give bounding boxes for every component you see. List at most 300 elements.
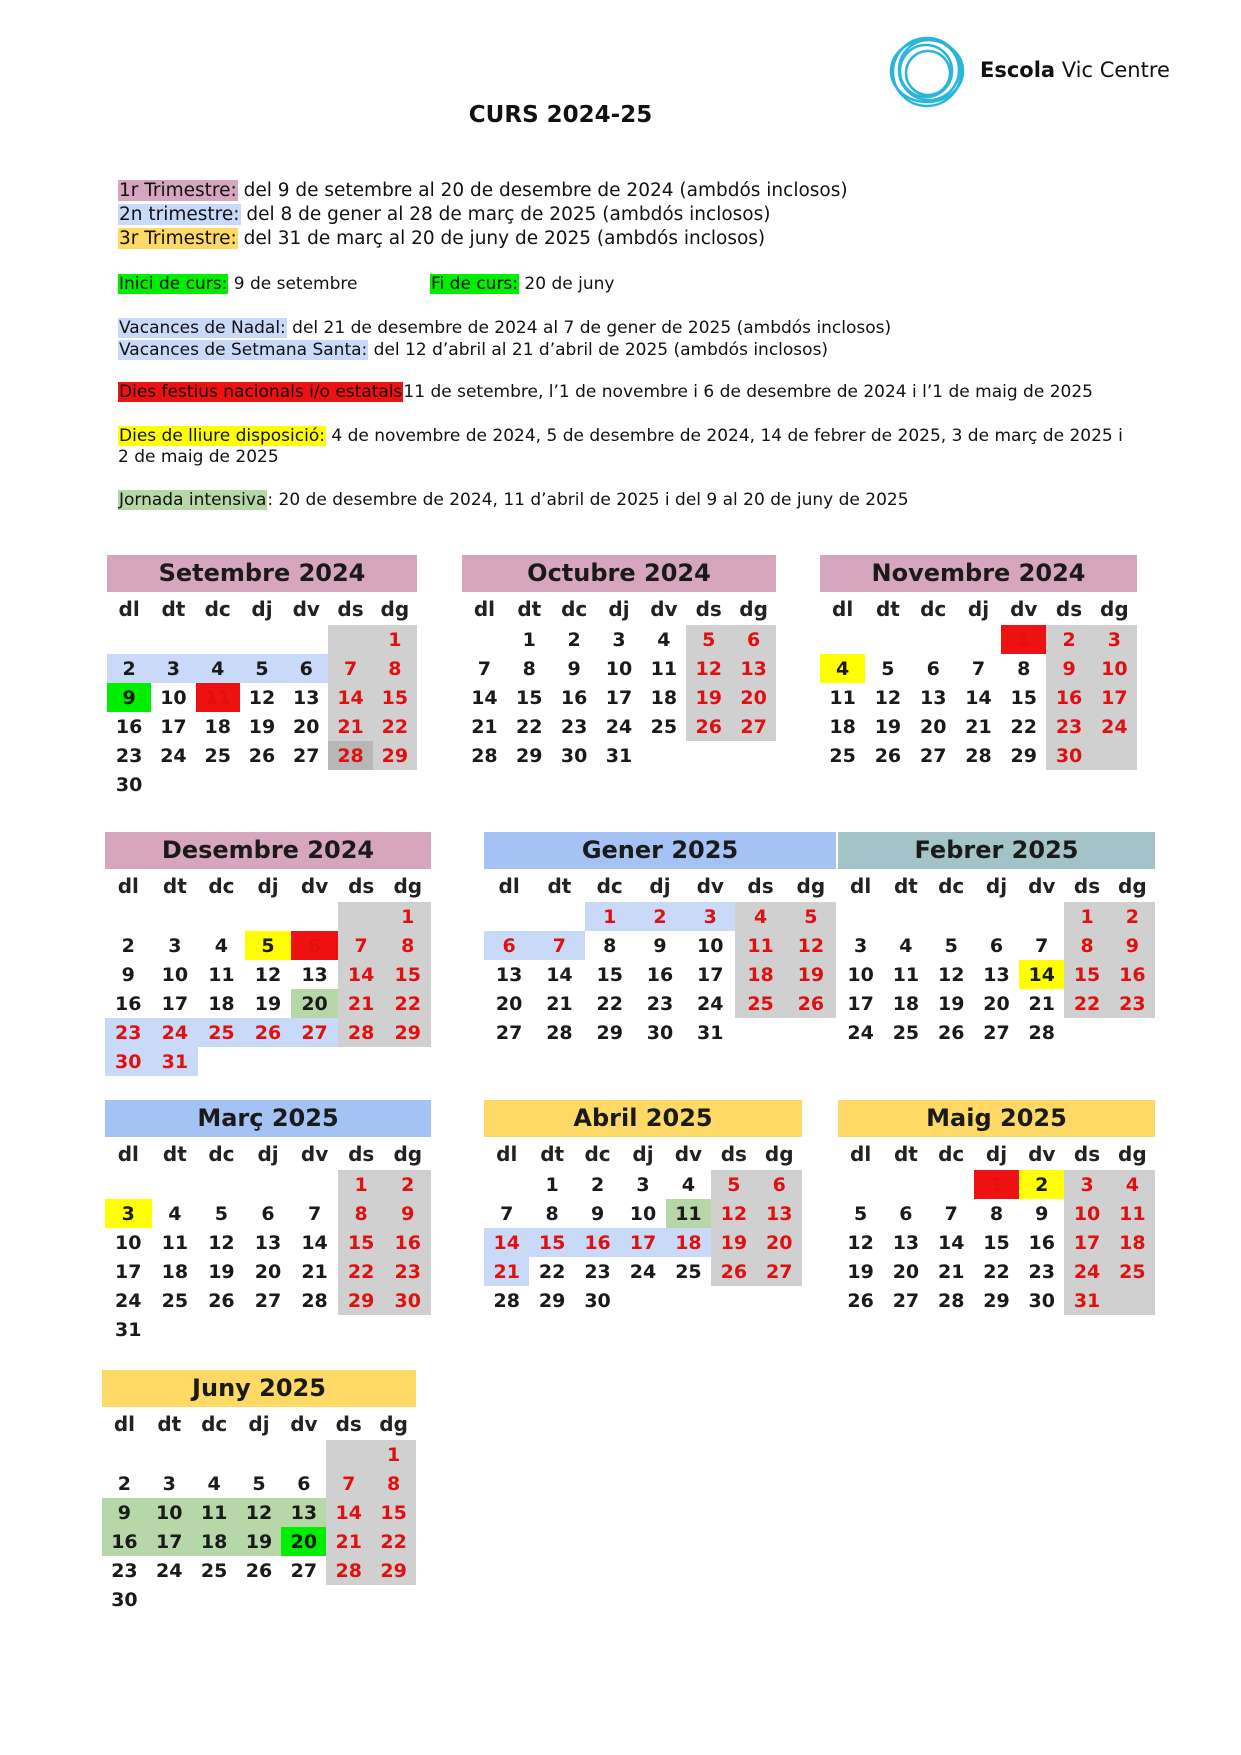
calendar-day: 14 xyxy=(484,1228,529,1257)
calendar-day: 14 xyxy=(965,686,992,709)
calendar-day: 15 xyxy=(1010,686,1037,709)
calendar-empty-cell xyxy=(281,1585,326,1614)
calendar-day: 24 xyxy=(697,992,724,1015)
weekday-label: dg xyxy=(393,873,423,898)
calendar-day: 5 xyxy=(944,934,958,957)
calendar-day: 5 xyxy=(686,625,731,654)
weekday-label: ds xyxy=(1073,873,1101,898)
calendar-grid xyxy=(484,902,836,1047)
weekday-header xyxy=(105,1137,431,1170)
calendar-empty-cell xyxy=(245,1315,292,1344)
calendar-day: 30 xyxy=(111,1588,138,1611)
calendar-day: 28 xyxy=(546,1021,573,1044)
calendar-day: 25 xyxy=(892,1021,920,1044)
calendar-day: 20 xyxy=(757,1228,802,1257)
calendar-day: 1 xyxy=(1001,625,1046,654)
weekday-header xyxy=(820,592,1137,625)
calendar-day: 10 xyxy=(697,934,724,957)
calendar-empty-cell xyxy=(686,741,731,770)
calendar-day: 8 xyxy=(373,654,417,683)
calendar-empty-cell xyxy=(192,1585,237,1614)
calendar-day: 22 xyxy=(538,1260,566,1283)
calendar-day: 2 xyxy=(1110,902,1155,931)
weekday-label: dv xyxy=(292,596,320,621)
calendar-day: 26 xyxy=(937,1021,965,1044)
calendar-day: 8 xyxy=(603,934,617,957)
calendar-day: 24 xyxy=(629,1260,657,1283)
calendar-empty-cell xyxy=(291,902,338,931)
calendar-day: 20 xyxy=(293,715,320,738)
weekday-label: dt xyxy=(517,596,542,621)
calendar-day: 3 xyxy=(612,628,626,651)
weekday-label: dt xyxy=(540,1141,565,1166)
inici-curs: Inici de curs: 9 de setembre xyxy=(119,274,358,294)
weekday-label: dv xyxy=(650,596,678,621)
calendar-empty-cell xyxy=(152,1170,199,1199)
calendar-day: 27 xyxy=(495,1021,523,1044)
dies-lliure-disposicio: Dies de lliure disposició: 4 de novembre de 2024, 5 de desembre de 2024, 14 de febrer de 2025, 3 de març de 2025 i xyxy=(119,426,1123,446)
weekday-label: dj xyxy=(632,1141,654,1166)
calendar-day: 18 xyxy=(192,1527,237,1556)
calendar-day: 19 xyxy=(248,715,276,738)
calendar-day: 8 xyxy=(545,1202,559,1225)
weekday-label: dv xyxy=(1028,873,1056,898)
calendar-day: 18 xyxy=(204,715,231,738)
calendar-grid xyxy=(484,1170,802,1315)
calendar-day: 22 xyxy=(596,992,623,1015)
weekday-label: dv xyxy=(1028,1141,1056,1166)
weekday-label: dt xyxy=(161,596,186,621)
calendar-day: 4 xyxy=(735,902,785,931)
calendar-empty-cell xyxy=(956,625,1001,654)
calendar-day: 24 xyxy=(152,1018,199,1047)
calendar-day: 10 xyxy=(629,1202,657,1225)
calendar-day: 30 xyxy=(560,744,588,767)
calendar-day: 6 xyxy=(926,657,940,680)
calendar-day: 13 xyxy=(254,1231,282,1254)
calendar-day: 30 xyxy=(646,1021,674,1044)
calendar-day: 3 xyxy=(1064,1170,1109,1199)
calendar-day: 8 xyxy=(371,1469,416,1498)
calendar-day: 22 xyxy=(384,989,431,1018)
weekday-label: dg xyxy=(1118,1141,1147,1166)
calendar-empty-cell xyxy=(641,741,686,770)
weekday-label: dj xyxy=(649,873,671,898)
calendar-day: 4 xyxy=(681,1173,696,1196)
calendar-day: 5 xyxy=(881,657,895,680)
calendar-grid xyxy=(820,625,1137,770)
calendar-grid xyxy=(838,902,1155,1047)
weekday-label: dc xyxy=(596,873,623,898)
calendar-day: 15 xyxy=(384,960,431,989)
calendar-day: 18 xyxy=(650,686,678,709)
calendar-empty-cell xyxy=(326,1585,371,1614)
calendar-day: 8 xyxy=(1017,657,1031,680)
calendar-day: 20 xyxy=(254,1260,282,1283)
calendar-empty-cell xyxy=(237,1440,282,1469)
calendar-day: 7 xyxy=(971,657,986,680)
weekday-label: dv xyxy=(696,873,724,898)
calendar-day: 18 xyxy=(208,992,235,1015)
calendar-day: 20 xyxy=(281,1527,326,1556)
calendar-day: 7 xyxy=(944,1202,958,1225)
calendar-day: 4 xyxy=(820,654,865,683)
calendar-month xyxy=(102,1370,416,1614)
calendar-day: 28 xyxy=(328,741,372,770)
calendar-day: 3 xyxy=(685,902,735,931)
calendar-day: 2 xyxy=(635,902,685,931)
calendar-day: 22 xyxy=(371,1527,416,1556)
calendar-day: 4 xyxy=(168,1202,182,1225)
calendar-day: 4 xyxy=(207,1472,221,1495)
calendar-day: 2 xyxy=(1046,625,1091,654)
calendar-empty-cell xyxy=(284,625,328,654)
calendar-day: 12 xyxy=(248,686,276,709)
calendar-empty-cell xyxy=(484,902,534,931)
weekday-label: ds xyxy=(335,1411,362,1436)
calendar-day: 5 xyxy=(240,654,284,683)
calendar-empty-cell xyxy=(338,902,385,931)
calendar-day: 2 xyxy=(590,1173,605,1196)
calendar-day: 24 xyxy=(115,1289,142,1312)
calendar-day: 16 xyxy=(102,1527,147,1556)
calendar-day: 12 xyxy=(786,931,836,960)
calendar-day: 23 xyxy=(1028,1260,1055,1283)
weekday-label: dg xyxy=(796,873,826,898)
calendar-day: 8 xyxy=(338,1199,385,1228)
term-1: 1r Trimestre: del 9 de setembre al 20 de desembre de 2024 (ambdós inclosos) xyxy=(119,180,848,201)
calendar-empty-cell xyxy=(240,625,284,654)
calendar-empty-cell xyxy=(371,1585,416,1614)
calendar-month-title: Novembre 2024 xyxy=(820,555,1137,592)
calendar-day: 29 xyxy=(596,1021,623,1044)
calendar-day: 13 xyxy=(731,654,776,683)
weekday-label: dl xyxy=(498,873,520,898)
calendar-empty-cell xyxy=(105,1170,152,1199)
calendar-day: 15 xyxy=(373,683,417,712)
calendar-day: 26 xyxy=(711,1257,756,1286)
calendar-day: 10 xyxy=(160,686,187,709)
calendar-month-title: Maig 2025 xyxy=(838,1100,1155,1137)
calendar-day: 11 xyxy=(208,963,235,986)
calendar-day: 29 xyxy=(371,1556,416,1585)
calendar-empty-cell xyxy=(1019,902,1064,931)
calendar-day: 21 xyxy=(338,989,385,1018)
calendar-month-title: Abril 2025 xyxy=(484,1100,802,1137)
calendar-day: 17 xyxy=(147,1527,192,1556)
calendar-grid xyxy=(105,1170,431,1344)
calendar-day: 31 xyxy=(115,1318,142,1341)
calendar-day: 27 xyxy=(757,1257,802,1286)
calendar-day: 10 xyxy=(1064,1199,1109,1228)
calendar-day: 27 xyxy=(892,1289,920,1312)
calendar-day: 18 xyxy=(1110,1228,1155,1257)
weekday-label: dj xyxy=(257,1141,279,1166)
calendar-day: 15 xyxy=(529,1228,574,1257)
calendar-day: 12 xyxy=(874,686,902,709)
calendar-day: 2 xyxy=(121,934,135,957)
calendar-day: 22 xyxy=(983,1260,1010,1283)
calendar-day: 25 xyxy=(675,1260,702,1283)
vacances-nadal: Vacances de Nadal: del 21 de desembre de 2024 al 7 de gener de 2025 (ambdós inclosos) xyxy=(119,318,892,338)
calendar-day: 9 xyxy=(1035,1202,1049,1225)
weekday-label: dg xyxy=(379,1411,408,1436)
calendar-day: 14 xyxy=(546,963,573,986)
calendar-day: 11 xyxy=(666,1199,711,1228)
calendar-empty-cell xyxy=(151,625,195,654)
calendar-day: 30 xyxy=(1046,741,1091,770)
calendar-day: 8 xyxy=(989,1202,1004,1225)
calendar-day: 13 xyxy=(301,963,328,986)
calendar-day: 19 xyxy=(711,1228,756,1257)
calendar-empty-cell xyxy=(1092,741,1137,770)
calendar-day: 16 xyxy=(1046,683,1091,712)
calendar-empty-cell xyxy=(147,1585,192,1614)
calendar-day: 7 xyxy=(477,657,492,680)
calendar-empty-cell xyxy=(245,1047,292,1076)
page-title: CURS 2024-25 xyxy=(468,102,653,128)
calendar-day: 7 xyxy=(500,1202,514,1225)
weekday-label: dj xyxy=(251,596,273,621)
calendar-day: 17 xyxy=(1064,1228,1109,1257)
calendar-day: 20 xyxy=(919,715,947,738)
weekday-label: ds xyxy=(747,873,774,898)
calendar-day: 14 xyxy=(338,960,385,989)
calendar-empty-cell xyxy=(152,902,199,931)
calendar-day: 18 xyxy=(161,1260,189,1283)
weekday-label: dj xyxy=(967,596,990,621)
calendar-day: 28 xyxy=(338,1018,385,1047)
calendar-day: 26 xyxy=(847,1289,874,1312)
calendar-day: 10 xyxy=(605,657,633,680)
weekday-label: ds xyxy=(1055,596,1083,621)
calendar-day: 31 xyxy=(1064,1286,1109,1315)
calendar-empty-cell xyxy=(1110,1018,1155,1047)
calendar-empty-cell xyxy=(786,1018,836,1047)
calendar-empty-cell xyxy=(820,625,865,654)
weekday-label: dg xyxy=(764,1141,794,1166)
weekday-label: dg xyxy=(380,596,410,621)
calendar-day: 14 xyxy=(301,1231,328,1254)
weekday-header xyxy=(484,1137,802,1170)
calendar-day: 7 xyxy=(328,654,372,683)
calendar-day: 1 xyxy=(384,902,431,931)
calendar-day: 11 xyxy=(650,657,678,680)
calendar-empty-cell xyxy=(245,902,292,931)
weekday-label: dc xyxy=(201,1411,228,1436)
calendar-day: 14 xyxy=(1019,960,1064,989)
calendar-empty-cell xyxy=(196,770,240,799)
weekday-label: dt xyxy=(893,1141,918,1166)
calendar-day: 21 xyxy=(937,1260,965,1283)
calendar-day: 7 xyxy=(307,1202,322,1225)
calendar-day: 6 xyxy=(989,934,1004,957)
calendar-day: 29 xyxy=(373,741,417,770)
calendar-empty-cell xyxy=(620,1286,665,1315)
weekday-label: dl xyxy=(473,596,496,621)
calendar-day: 15 xyxy=(983,1231,1010,1254)
calendar-day: 17 xyxy=(620,1228,665,1257)
calendar-day: 24 xyxy=(847,1021,874,1044)
calendar-day: 12 xyxy=(711,1199,756,1228)
calendar-day: 23 xyxy=(1110,989,1155,1018)
calendar-day: 6 xyxy=(261,1202,275,1225)
calendar-day: 28 xyxy=(965,744,992,767)
calendar-day: 27 xyxy=(254,1289,282,1312)
calendar-day: 10 xyxy=(1092,654,1137,683)
calendar-day: 27 xyxy=(731,712,776,741)
calendar-empty-cell xyxy=(338,1047,385,1076)
calendar-grid xyxy=(102,1440,416,1614)
weekday-label: dj xyxy=(985,873,1008,898)
calendar-day: 1 xyxy=(371,1440,416,1469)
weekday-label: dg xyxy=(393,1141,423,1166)
weekday-label: dc xyxy=(920,596,947,621)
calendar-day: 25 xyxy=(650,715,678,738)
calendar-month-title: Gener 2025 xyxy=(484,832,836,869)
calendar-empty-cell xyxy=(105,902,152,931)
calendar-day: 13 xyxy=(293,686,320,709)
calendar-day: 5 xyxy=(854,1202,868,1225)
calendar-day: 18 xyxy=(829,715,856,738)
calendar-day: 21 xyxy=(1028,992,1055,1015)
calendar-day: 4 xyxy=(214,934,229,957)
calendar-day: 8 xyxy=(522,657,536,680)
calendar-day: 18 xyxy=(735,960,785,989)
calendar-empty-cell xyxy=(198,1047,245,1076)
calendar-day: 13 xyxy=(919,686,947,709)
calendar-day: 26 xyxy=(786,989,836,1018)
calendar-day: 6 xyxy=(757,1170,802,1199)
calendar-month xyxy=(105,1100,431,1344)
calendar-day: 21 xyxy=(328,712,372,741)
calendar-day: 7 xyxy=(326,1469,371,1498)
calendar-day: 2 xyxy=(107,654,151,683)
weekday-label: dg xyxy=(1118,873,1147,898)
calendar-day: 5 xyxy=(711,1170,756,1199)
calendar-day: 3 xyxy=(105,1199,152,1228)
weekday-label: dt xyxy=(162,873,187,898)
calendar-empty-cell xyxy=(838,902,883,931)
calendar-empty-cell xyxy=(373,770,417,799)
weekday-label: dl xyxy=(496,1141,518,1166)
weekday-label: dj xyxy=(985,1141,1008,1166)
calendar-day: 26 xyxy=(245,1018,292,1047)
calendar-day: 11 xyxy=(735,931,785,960)
weekday-label: dc xyxy=(938,873,965,898)
calendar-day: 19 xyxy=(874,715,902,738)
calendar-day: 19 xyxy=(686,683,731,712)
calendar-day: 13 xyxy=(495,963,523,986)
calendar-day: 2 xyxy=(117,1472,132,1495)
weekday-label: ds xyxy=(348,873,375,898)
calendar-empty-cell xyxy=(929,902,974,931)
calendar-month-title: Juny 2025 xyxy=(102,1370,416,1407)
calendar-empty-cell xyxy=(534,902,584,931)
calendar-empty-cell xyxy=(1064,1018,1109,1047)
calendar-day: 19 xyxy=(237,1527,282,1556)
calendar-day: 6 xyxy=(291,931,338,960)
calendar-empty-cell xyxy=(1110,1286,1155,1315)
weekday-label: ds xyxy=(720,1141,747,1166)
calendar-empty-cell xyxy=(731,741,776,770)
calendar-day: 8 xyxy=(384,931,431,960)
calendar-day: 12 xyxy=(254,963,282,986)
calendar-day: 4 xyxy=(899,934,913,957)
calendar-day: 24 xyxy=(605,715,633,738)
calendar-empty-cell xyxy=(245,1170,292,1199)
weekday-label: dt xyxy=(893,873,918,898)
calendar-day: 24 xyxy=(1092,712,1137,741)
calendar-month xyxy=(838,1100,1155,1315)
calendar-day: 6 xyxy=(297,1472,311,1495)
calendar-empty-cell xyxy=(911,625,956,654)
calendar-day: 12 xyxy=(208,1231,235,1254)
weekday-label: dj xyxy=(257,873,279,898)
calendar-empty-cell xyxy=(711,1286,756,1315)
calendar-day: 6 xyxy=(899,1202,913,1225)
weekday-label: dl xyxy=(113,1411,136,1436)
weekday-label: ds xyxy=(337,596,364,621)
calendar-empty-cell xyxy=(462,625,507,654)
calendar-day: 8 xyxy=(1064,931,1109,960)
weekday-label: dc xyxy=(208,873,235,898)
calendar-day: 30 xyxy=(384,1286,431,1315)
weekday-label: ds xyxy=(695,596,722,621)
weekday-header xyxy=(105,869,431,902)
calendar-empty-cell xyxy=(281,1440,326,1469)
calendar-day: 5 xyxy=(252,1472,266,1495)
calendar-day: 10 xyxy=(847,963,874,986)
calendar-empty-cell xyxy=(196,625,240,654)
calendar-day: 7 xyxy=(1035,934,1049,957)
calendar-day: 14 xyxy=(937,1231,965,1254)
calendar-day: 7 xyxy=(534,931,584,960)
term-3: 3r Trimestre: del 31 de març al 20 de juny de 2025 (ambdós inclosos) xyxy=(119,228,766,249)
calendar-day: 9 xyxy=(653,934,667,957)
calendar-day: 24 xyxy=(160,744,187,767)
weekday-label: dl xyxy=(850,873,872,898)
calendar-day: 9 xyxy=(590,1202,605,1225)
calendar-day: 27 xyxy=(919,744,947,767)
calendar-day: 3 xyxy=(168,934,182,957)
weekday-label: dv xyxy=(300,1141,329,1166)
calendar-day: 28 xyxy=(326,1556,371,1585)
weekday-label: dg xyxy=(1100,596,1129,621)
weekday-label: dc xyxy=(208,1141,235,1166)
calendar-month xyxy=(820,555,1137,770)
calendar-grid xyxy=(107,625,417,799)
calendar-day: 14 xyxy=(328,683,372,712)
calendar-day: 17 xyxy=(697,963,724,986)
weekday-header xyxy=(462,592,776,625)
calendar-day: 4 xyxy=(196,654,240,683)
calendar-day: 22 xyxy=(373,712,417,741)
calendar-day: 30 xyxy=(115,773,143,796)
calendar-empty-cell xyxy=(328,770,372,799)
calendar-day: 5 xyxy=(786,902,836,931)
calendar-day: 25 xyxy=(1110,1257,1155,1286)
calendar-day: 3 xyxy=(162,1472,176,1495)
calendar-empty-cell xyxy=(735,1018,785,1047)
dies-lliure-disposicio-cont: 2 de maig de 2025 xyxy=(118,447,279,467)
calendar-day: 17 xyxy=(161,992,189,1015)
calendar-day: 16 xyxy=(115,715,143,738)
calendar-empty-cell xyxy=(151,770,195,799)
calendar-empty-cell xyxy=(240,770,284,799)
calendar-day: 16 xyxy=(560,686,588,709)
calendar-day: 1 xyxy=(338,1170,385,1199)
